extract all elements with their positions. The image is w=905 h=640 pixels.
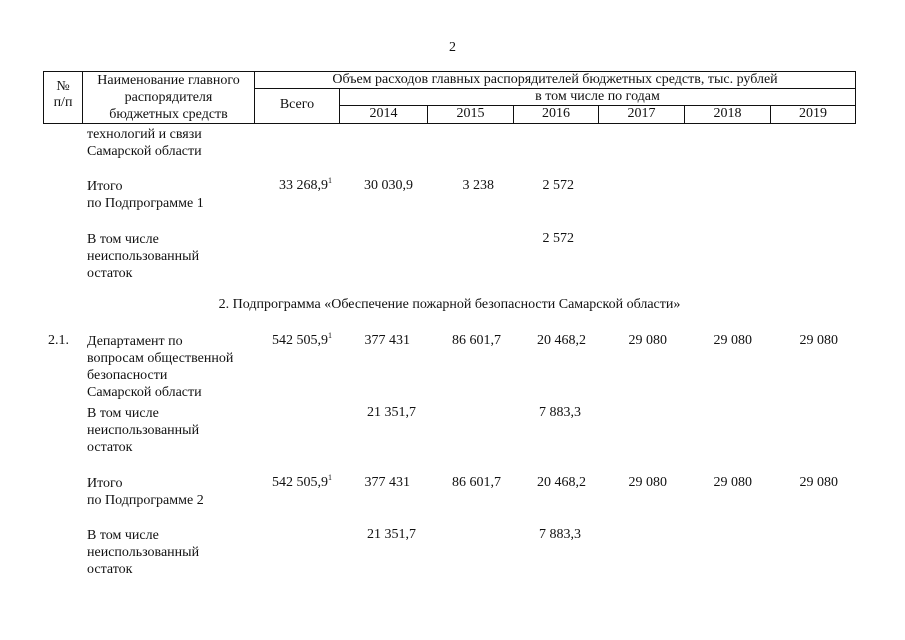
row-value-2019: 29 080 xyxy=(799,475,838,490)
row-value-2015: 86 601,7 xyxy=(452,475,501,490)
row-total xyxy=(255,333,332,349)
header-year-2017: 2017 xyxy=(627,106,656,121)
row-name: В том числе неиспользованный остаток xyxy=(87,406,200,455)
row-total xyxy=(255,178,332,194)
row-value-2016: 2 572 xyxy=(542,231,574,246)
row-value-2016: 20 468,2 xyxy=(537,475,586,490)
row-value-2015: 86 601,7 xyxy=(452,333,501,348)
row-value-2017: 29 080 xyxy=(628,475,667,490)
row-name: технологий и связи Самарской области xyxy=(87,127,202,159)
header-col-by-years: в том числе по годам xyxy=(535,89,660,104)
row-total-value: 542 505,9 xyxy=(272,333,328,348)
header-year-2014: 2014 xyxy=(369,106,398,121)
row-name: Итого по Подпрограмме 2 xyxy=(87,476,204,508)
row-value-2016: 7 883,3 xyxy=(539,405,581,420)
footnote-mark: 1 xyxy=(328,331,332,340)
header-col-num: № п/п xyxy=(53,79,73,110)
section-title: 2. Подпрограмма «Обеспечение пожарной безопасности Самарской области» xyxy=(218,297,681,312)
row-value-2018: 29 080 xyxy=(713,333,752,348)
row-value-2016: 2 572 xyxy=(542,178,574,193)
header-year-2019: 2019 xyxy=(799,106,827,121)
row-total xyxy=(255,475,332,491)
row-name: В том числе неиспользованный остаток xyxy=(87,528,200,577)
header-year-2018: 2018 xyxy=(713,106,742,121)
row-value-2014: 30 030,9 xyxy=(364,178,413,193)
header-col-volume: Объем расходов главных распорядителей бюджетных средств, тыс. рублей xyxy=(332,72,778,87)
row-value-2015: 3 238 xyxy=(462,178,494,193)
row-value-2018: 29 080 xyxy=(713,475,752,490)
header-year-2015: 2015 xyxy=(456,106,485,121)
row-value-2014: 377 431 xyxy=(364,475,410,490)
page-number: 2 xyxy=(449,40,456,55)
row-value-2016: 7 883,3 xyxy=(539,527,581,542)
row-value-2019: 29 080 xyxy=(799,333,838,348)
header-col-name: Наименование главного распорядителя бюджетных средств xyxy=(97,73,240,122)
footnote-mark: 1 xyxy=(328,176,332,185)
row-value-2017: 29 080 xyxy=(628,333,667,348)
footnote-mark: 1 xyxy=(328,473,332,482)
row-name: В том числе неиспользованный остаток xyxy=(87,232,200,281)
header-col-total: Всего xyxy=(279,97,315,112)
row-name: Департамент по вопросам общественной безопасности Самарской области xyxy=(87,334,234,400)
header-year-2016: 2016 xyxy=(542,106,570,121)
row-value-2014: 21 351,7 xyxy=(367,527,416,542)
row-value-2016: 20 468,2 xyxy=(537,333,586,348)
row-value-2014: 21 351,7 xyxy=(367,405,416,420)
row-num: 2.1. xyxy=(48,333,69,348)
row-total-value: 33 268,9 xyxy=(279,178,328,193)
row-total-value: 542 505,9 xyxy=(272,475,328,490)
row-value-2014: 377 431 xyxy=(364,333,410,348)
row-name: Итого по Подпрограмме 1 xyxy=(87,179,204,211)
